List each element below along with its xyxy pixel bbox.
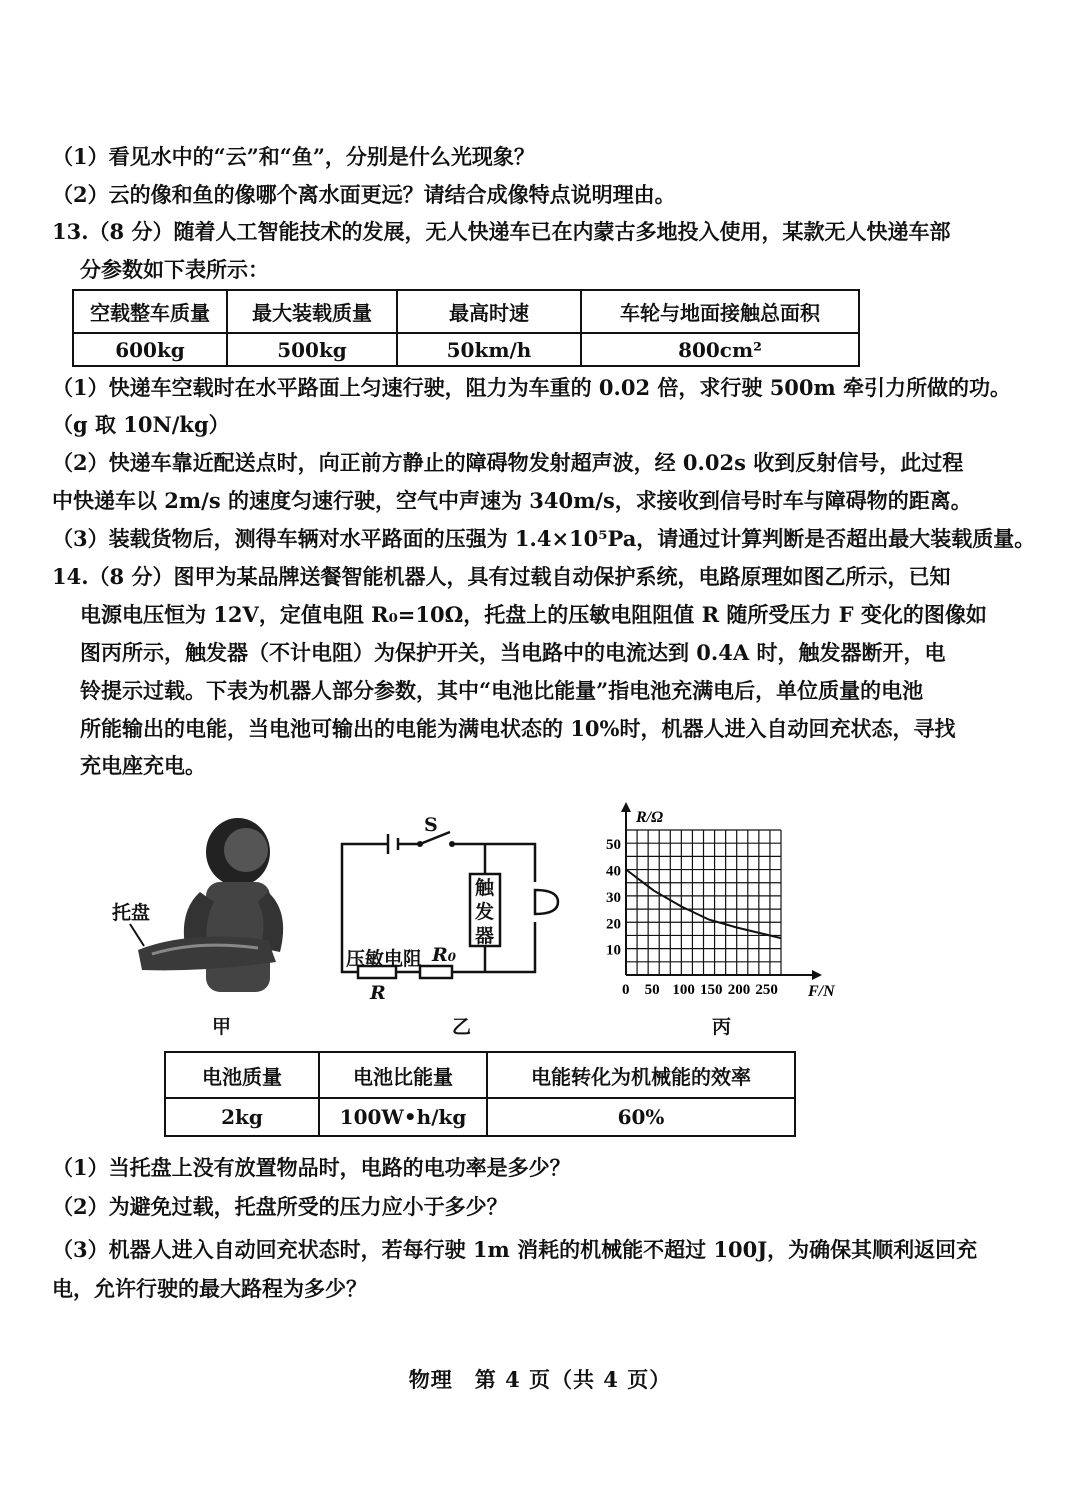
q14-sub3-line2: 电，允许行驶的最大路程为多少？ — [52, 1276, 367, 1301]
q14-header-0: 电池质量 — [165, 1052, 319, 1098]
chart-grid — [626, 830, 781, 975]
fig-jia-caption: 甲 — [212, 1016, 232, 1038]
q14-battery-table — [164, 1051, 796, 1137]
y-tick-label: 10 — [606, 942, 621, 959]
q14-value-2: 60% — [487, 1098, 795, 1136]
y-axis-arrow — [621, 802, 631, 812]
q13-value-1: 500kg — [227, 333, 397, 366]
fig-yi-caption: 乙 — [452, 1016, 472, 1038]
q14-stem-line4: 铃提示过载。下表为机器人部分参数，其中“电池比能量”指电池充满电后，单位质量的电池 — [80, 678, 924, 703]
q14-sub2: （2）为避免过载，托盘所受的压力应小于多少？ — [52, 1194, 508, 1219]
fig-bing-caption: 丙 — [712, 1016, 732, 1038]
q13-stem-line2: 分参数如下表所示： — [80, 257, 269, 282]
q14-header-1: 电池比能量 — [319, 1052, 487, 1098]
x-tick-label: 50 — [644, 982, 660, 998]
q14-stem-line2: 电源电压恒为 12V，定值电阻 R₀=10Ω，托盘上的压敏电阻阻值 R 随所受压力 F 变化的图像如 — [80, 602, 987, 627]
q13-value-2: 50km/h — [397, 333, 581, 366]
q13-header-1: 最大装载质量 — [227, 290, 397, 333]
q12-sub2: （2）云的像和鱼的像哪个离水面更远？请结合成像特点说明理由。 — [52, 182, 676, 207]
q14-stem-line6: 充电座充电。 — [80, 753, 206, 778]
q13-header-0: 空载整车质量 — [73, 290, 227, 333]
circuit-diagram — [330, 812, 570, 1012]
x-axis-arrow — [812, 970, 822, 980]
q13-sub1-line2: （g 取 10N/kg） — [52, 412, 230, 437]
x-tick-label: 250 — [755, 982, 778, 998]
tray-label: 托盘 — [112, 902, 151, 924]
pressure-resistor-label: 压敏电阻 — [346, 948, 423, 970]
r0-label: R₀ — [432, 944, 457, 966]
q13-sub1-line1: （1）快递车空载时在水平路面上匀速行驶，阻力为车重的 0.02 倍，求行驶 500m 牵引力所做的功。 — [52, 375, 1012, 400]
switch-label: S — [424, 814, 438, 836]
x-tick-labels — [622, 982, 778, 998]
page-footer: 物理 第 4 页（共 4 页） — [408, 1367, 672, 1392]
trigger-label: 触发器 — [475, 877, 495, 947]
q13-sub2-line2: 中快递车以 2m/s 的速度匀速行驶，空气中声速为 340m/s，求接收到信号时车与障碍物的距离。 — [52, 488, 972, 513]
q13-param-table — [72, 289, 860, 367]
q13-header-3: 车轮与地面接触总面积 — [581, 290, 859, 333]
q12-sub1: （1）看见水中的“云”和“鱼”，分别是什么光现象？ — [52, 144, 535, 169]
resistance-force-chart — [596, 800, 846, 1000]
q13-value-0: 600kg — [73, 333, 227, 366]
x-axis-label: F/N — [808, 983, 835, 1000]
q14-stem-line3: 图丙所示，触发器（不计电阻）为保护开关，当电路中的电流达到 0.4A 时，触发器断开，电 — [80, 640, 946, 665]
q14-value-0: 2kg — [165, 1098, 319, 1136]
y-tick-label: 20 — [606, 916, 621, 933]
x-tick-label: 150 — [700, 982, 723, 998]
y-tick-label: 50 — [606, 837, 621, 854]
q14-sub3-line1: （3）机器人进入自动回充状态时，若每行驶 1m 消耗的机械能不超过 100J，为确保其顺利返回充 — [52, 1237, 978, 1262]
y-tick-labels — [606, 837, 621, 958]
y-axis-label: R/Ω — [636, 809, 664, 826]
q14-stem-line1: 14.（8 分）图甲为某品牌送餐智能机器人，具有过载自动保护系统，电路原理如图乙所示，已知 — [52, 564, 951, 589]
r-label: R — [370, 982, 386, 1004]
q13-sub2-line1: （2）快递车靠近配送点时，向正前方静止的障碍物发射超声波，经 0.02s 收到反射信号，此过程 — [52, 450, 964, 475]
q14-sub1: （1）当托盘上没有放置物品时，电路的电功率是多少？ — [52, 1155, 571, 1180]
q14-header-2: 电能转化为机械能的效率 — [487, 1052, 795, 1098]
q14-value-1: 100W•h/kg — [319, 1098, 487, 1136]
q13-header-2: 最高时速 — [397, 290, 581, 333]
q13-sub3: （3）装载货物后，测得车辆对水平路面的压强为 1.4×10⁵Pa，请通过计算判断是否超出最大装载质量。 — [52, 526, 1036, 551]
x-tick-label: 200 — [727, 982, 751, 998]
y-tick-label: 40 — [606, 863, 621, 880]
q13-stem-line1: 13.（8 分）随着人工智能技术的发展，无人快递车已在内蒙古多地投入使用，某款无人快递车部 — [52, 219, 951, 244]
q13-value-3: 800cm² — [581, 333, 859, 366]
y-tick-label: 30 — [606, 889, 621, 906]
x-tick-label: 0 — [622, 982, 630, 998]
x-tick-label: 100 — [672, 982, 695, 998]
q14-stem-line5: 所能输出的电能，当电池可输出的电能为满电状态的 10%时，机器人进入自动回充状态，寻找 — [80, 716, 956, 741]
